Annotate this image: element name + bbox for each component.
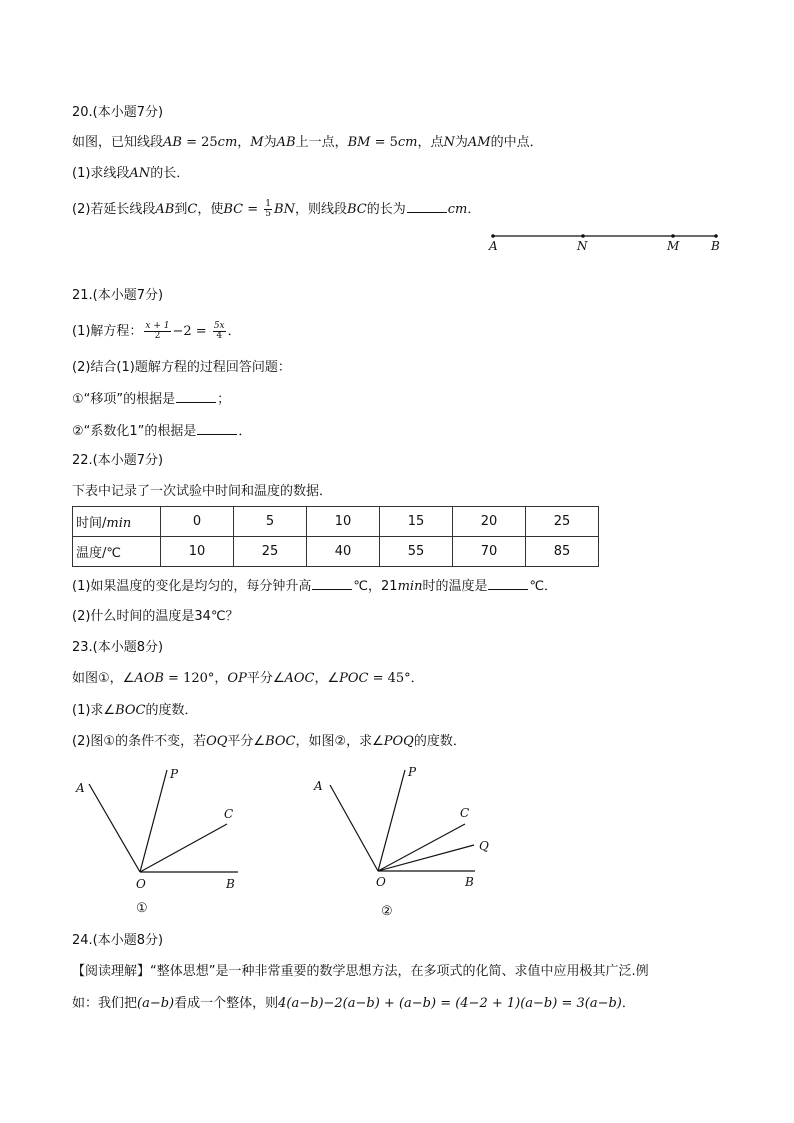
answer-blank[interactable] bbox=[407, 200, 447, 213]
label-o: O bbox=[136, 877, 146, 891]
table-header-temp: 温度/℃ bbox=[73, 537, 161, 567]
table-cell: 85 bbox=[526, 537, 599, 567]
label-m: M bbox=[667, 239, 680, 253]
q23-part1: (1)求∠BOC的度数． bbox=[72, 703, 198, 718]
label-a: A bbox=[76, 781, 85, 795]
label-p: P bbox=[408, 765, 417, 779]
answer-blank[interactable] bbox=[488, 577, 528, 590]
label-b: B bbox=[711, 239, 720, 253]
angle-figure-2 bbox=[310, 760, 510, 920]
angle-figure-1 bbox=[70, 760, 250, 920]
label-c: C bbox=[460, 806, 470, 820]
table-cell: 5 bbox=[234, 507, 307, 537]
answer-blank[interactable] bbox=[197, 422, 237, 435]
q21-title: 21.(本小题7分) bbox=[72, 288, 164, 303]
table-cell: 20 bbox=[453, 507, 526, 537]
answer-blank[interactable] bbox=[312, 577, 352, 590]
point-b bbox=[714, 234, 718, 238]
q24-title: 24.(本小题8分) bbox=[72, 933, 164, 948]
ray-oa bbox=[330, 785, 378, 871]
q23-part2: (2)图①的条件不变，若OQ平分∠BOC，如图②，求∠POQ的度数． bbox=[72, 734, 466, 749]
table-cell: 70 bbox=[453, 537, 526, 567]
label-a: A bbox=[314, 779, 323, 793]
point-a bbox=[491, 234, 495, 238]
q23-title: 23.(本小题8分) bbox=[72, 640, 164, 655]
q21-part2: (2)结合(1)题解方程的过程回答问题： bbox=[72, 360, 291, 375]
q20-title: 20.(本小题7分) bbox=[72, 105, 164, 120]
label-o: O bbox=[376, 875, 386, 889]
table-cell: 25 bbox=[234, 537, 307, 567]
table-cell: 15 bbox=[380, 507, 453, 537]
q21-part1: (1)解方程： $\frac{x + 1}{2}$ −2 = $\frac{5x}{4}$ ． bbox=[72, 321, 241, 341]
q22-part2: (2)什么时间的温度是34℃？ bbox=[72, 609, 239, 624]
ray-op bbox=[140, 770, 167, 872]
label-p: P bbox=[170, 767, 179, 781]
label-n: N bbox=[577, 239, 588, 253]
table-cell: 55 bbox=[380, 537, 453, 567]
label-a: A bbox=[489, 239, 498, 253]
q23-stem: 如图①，∠AOB = 120°，OP平分∠AOC，∠POC = 45°． bbox=[72, 671, 424, 686]
label-c: C bbox=[224, 807, 234, 821]
ray-oc bbox=[140, 824, 227, 872]
q20-part2: (2)若延长线段AB到C，使BC = $\frac{1}{5}$ BN，则线段BC的长为 cm． bbox=[72, 199, 481, 219]
q22-title: 22.(本小题7分) bbox=[72, 453, 164, 468]
q22-part1: (1)如果温度的变化是均匀的，每分钟升高 ℃，21min时的温度是 ℃． bbox=[72, 579, 558, 594]
table-cell: 40 bbox=[307, 537, 380, 567]
q21-item2: ②“系数化1”的根据是 ． bbox=[72, 424, 252, 439]
table-row bbox=[73, 537, 599, 567]
ray-oc bbox=[378, 824, 465, 871]
q21-item1: ①“移项”的根据是 ； bbox=[72, 392, 231, 407]
table-cell: 10 bbox=[161, 537, 234, 567]
ray-oa bbox=[89, 784, 140, 872]
q24-line1: 【阅读理解】“整体思想”是一种非常重要的数学思想方法，在多项式的化简、求值中应用极其广泛.例 bbox=[72, 964, 649, 979]
fraction-one-fifth: $\frac{1}{5}$ bbox=[265, 199, 272, 219]
ray-oq bbox=[378, 845, 474, 871]
ray-op bbox=[378, 770, 405, 871]
table-row bbox=[73, 507, 599, 537]
segment-figure bbox=[480, 228, 730, 258]
table-cell: 25 bbox=[526, 507, 599, 537]
table-header-time: 时间/min bbox=[73, 507, 161, 537]
answer-blank[interactable] bbox=[176, 390, 216, 403]
label-b: B bbox=[226, 877, 235, 891]
figure-caption-2: ② bbox=[381, 904, 393, 919]
data-table bbox=[72, 506, 599, 567]
q24-line2: 如：我们把(a−b)看成一个整体，则4(a−b)−2(a−b) + (a−b) = (4−2 + 1)(a−b) = 3(a−b)． bbox=[72, 996, 635, 1011]
figure-caption-1: ① bbox=[136, 901, 148, 916]
fraction-x-plus-1-over-2: $\frac{x + 1}{2}$ bbox=[145, 321, 170, 341]
q22-intro: 下表中记录了一次试验中时间和温度的数据． bbox=[72, 484, 333, 499]
table-cell: 0 bbox=[161, 507, 234, 537]
label-b: B bbox=[465, 875, 474, 889]
q20-part1: (1)求线段AN的长． bbox=[72, 166, 190, 181]
table-cell: 10 bbox=[307, 507, 380, 537]
label-q: Q bbox=[479, 839, 489, 853]
point-n bbox=[581, 234, 585, 238]
point-m bbox=[671, 234, 675, 238]
q20-stem: 如图，已知线段AB = 25cm，M为AB上一点，BM = 5cm，点N为AM的中点． bbox=[72, 135, 543, 150]
fraction-5x-over-4: $\frac{5x}{4}$ bbox=[213, 321, 225, 341]
